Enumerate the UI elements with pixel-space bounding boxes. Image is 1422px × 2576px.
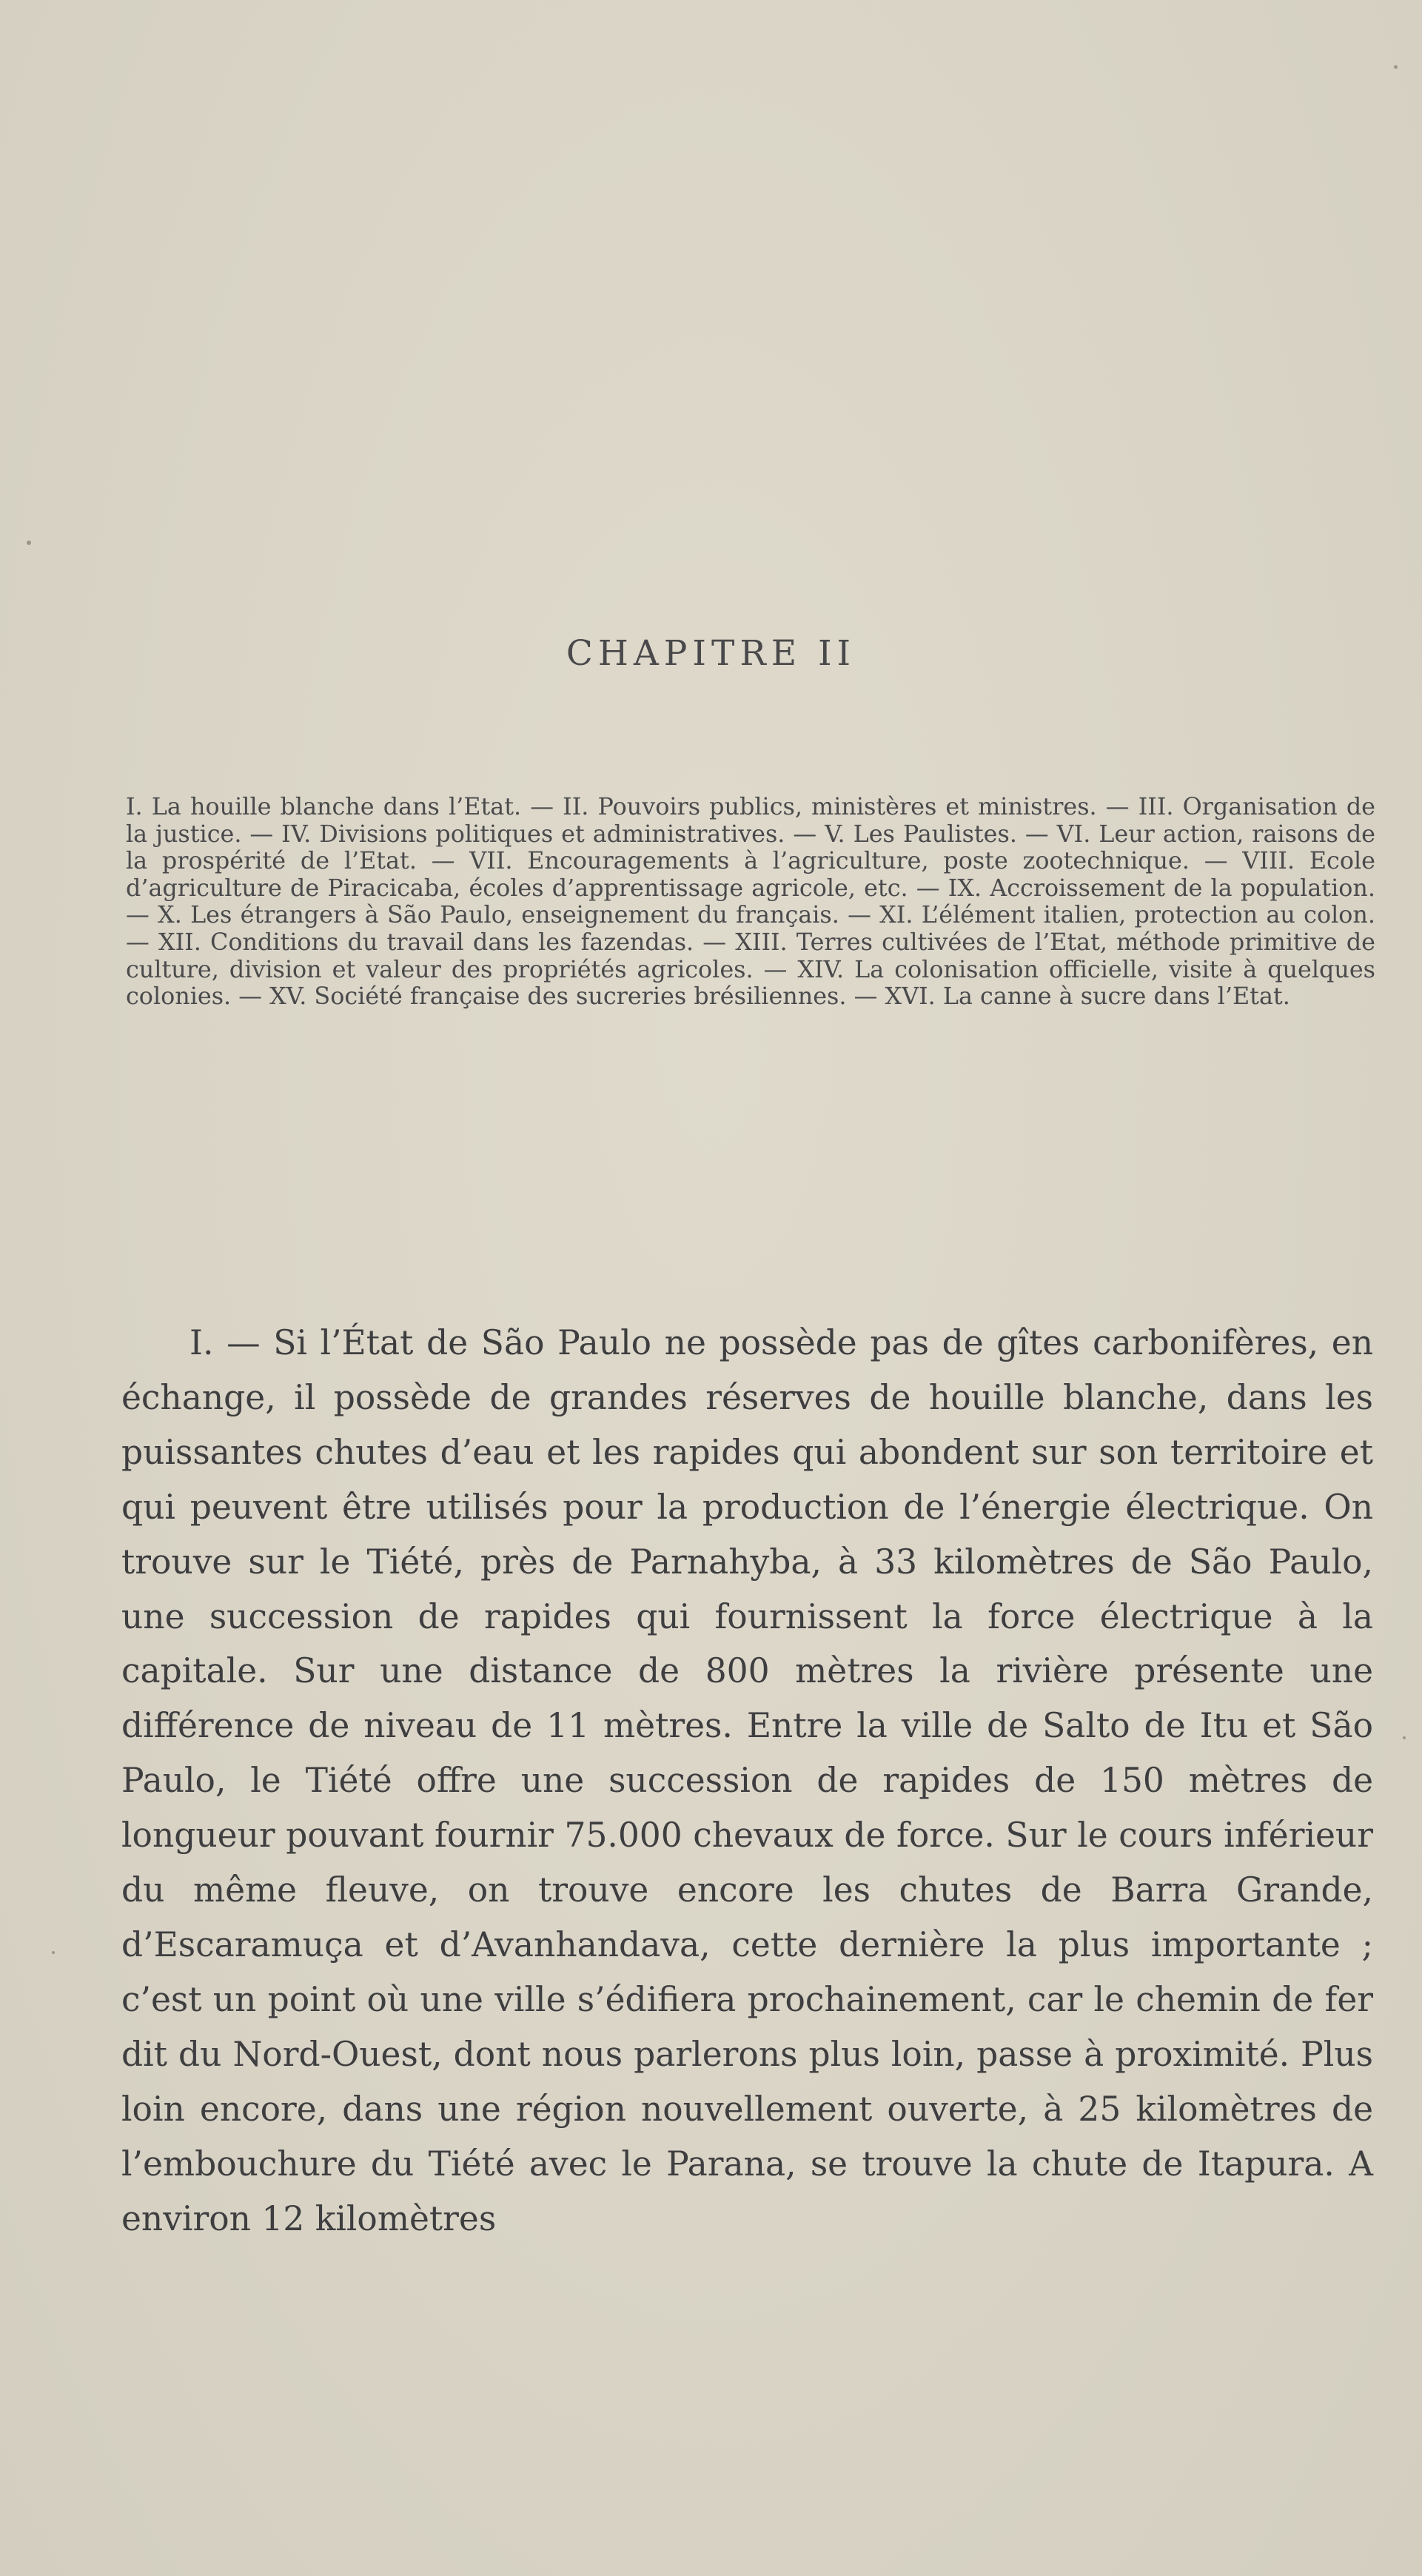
paper-speck [1394,65,1398,69]
chapter-summary: I. La houille blanche dans l’Etat. — II. Pouvoirs publics, ministères et ministres. — III. Organisation de la justice. — IV. Divisions politiques et administratives. — V. Les Paulistes. — VI. Leur action, raisons de la prospérité de l’Etat. — VII. Encouragements à l’agriculture, poste zootechnique. — VIII. Ecole d’agriculture de Piracicaba, écoles d’apprentissage agricole, etc. — IX. Accroissement de la population. — X. Les étrangers à São Paulo, enseignement du français. — XI. L’élément italien, protection au colon. — XII. Conditions du travail dans les fazendas. — XIII. Terres cultivées de l’Etat, méthode primitive de culture, division et valeur des propriétés agricoles. — XIV. La colonisation officielle, visite à quelques colonies. — XV. Société française des sucreries brésiliennes. — XVI. La canne à sucre dans l’Etat. [126,793,1375,1011]
paper-speck [52,1951,55,1954]
paper-speck [27,541,31,545]
body-paragraph: I. — Si l’État de São Paulo ne possède pas de gîtes carbonifères, en échange, il possède de grandes réserves de houille blanche, dans les puissantes chutes d’eau et les rapides qui abondent sur son territoire et qui peuvent être utilisés pour la production de l’énergie électrique. On trouve sur le Tiété, près de Parnahyba, à 33 kilomètres de São Paulo, une succession de rapides qui fournissent la force électrique à la capitale. Sur une distance de 800 mètres la rivière présente une différence de niveau de 11 mètres. Entre la ville de Salto de Itu et São Paulo, le Tiété offre une succession de rapides de 150 mètres de longueur pouvant fournir 75.000 chevaux de force. Sur le cours inférieur du même fleuve, on trouve encore les chutes de Barra Grande, d’Escaramuça et d’Avanhandava, cette dernière la plus importante ; c’est un point où une ville s’édifiera prochainement, car le chemin de fer dit du Nord-Ouest, dont nous parlerons plus loin, passe à proximité. Plus loin encore, dans une région nouvellement ouverte, à 25 kilomètres de l’embouchure du Tiété avec le Parana, se trouve la chute de Itapura. A environ 12 kilomètres [121,1323,1373,2238]
chapter-title: CHAPITRE II [566,633,856,674]
paper-speck [1403,1736,1406,1739]
